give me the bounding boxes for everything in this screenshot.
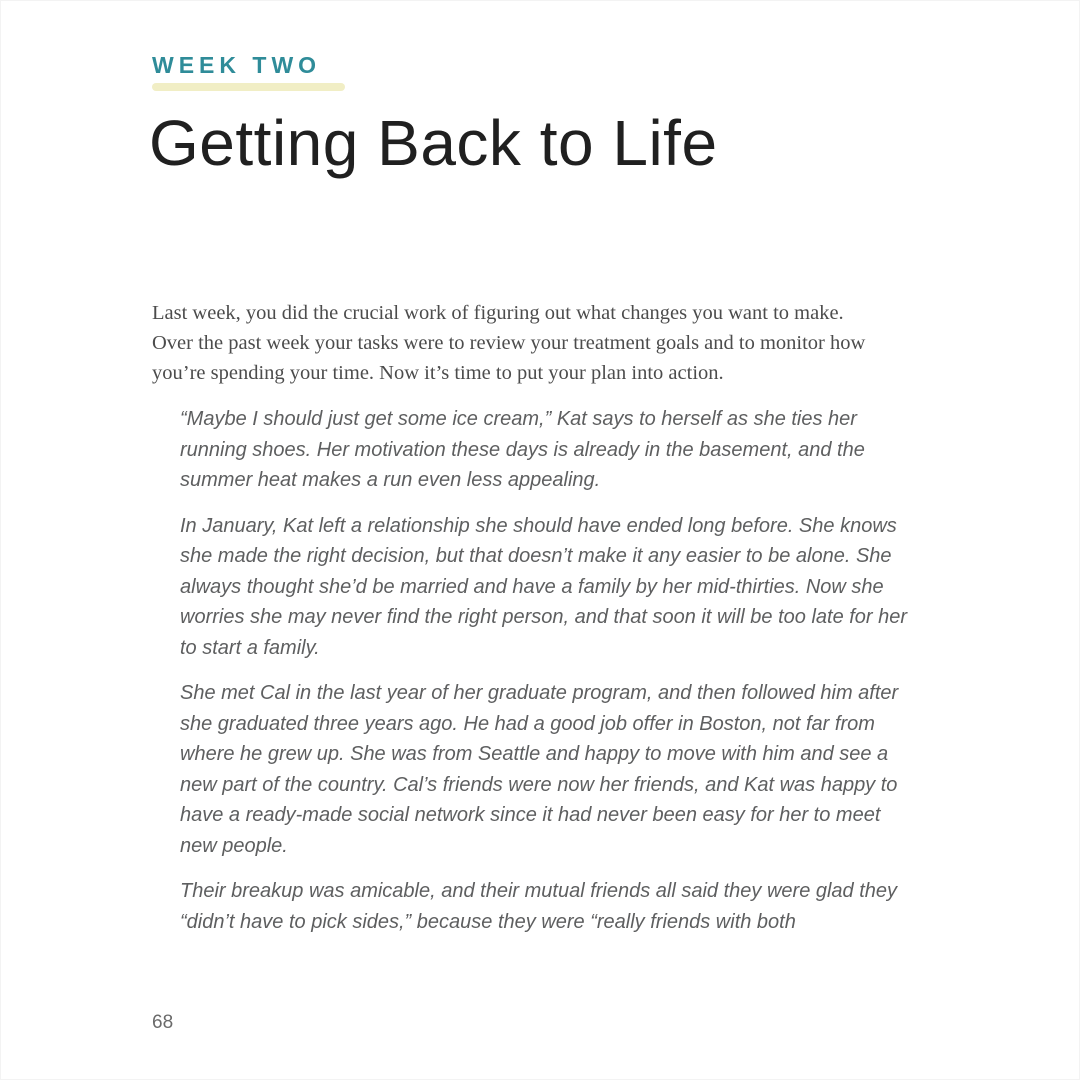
chapter-kicker-label: WEEK TWO (152, 52, 322, 78)
intro-paragraph: Last week, you did the crucial work of figuring out what changes you want to make. Over the past week your tasks were to review your treatment goals and to monitor how you’re spending your time. Now it’s time to put your plan into action. (152, 302, 866, 384)
body-text-column (152, 298, 922, 937)
story-paragraph: In January, Kat left a relationship she should have ended long before. She knows she made the right decision, but that doesn’t make it any easier to be alone. She always thought she’d be married and have a family by her mid-thirties. Now she worries she may never find the right person, and that soon it will be too late for her to start a family. (180, 514, 908, 659)
chapter-title: Getting Back to Life (149, 107, 718, 179)
page-number: 68 (152, 1012, 174, 1033)
chapter-kicker-block (152, 52, 345, 91)
story-paragraph: “Maybe I should just get some ice cream,” Kat says to herself as she ties her running shoes. Her motivation these days is already in the basement, and the summer heat makes a run even less appealing. (180, 408, 865, 491)
story-paragraph: Their breakup was amicable, and their mutual friends all said they were glad they “didn’t have to pick sides,” because they were “really friends with both (180, 880, 898, 933)
story-paragraph: She met Cal in the last year of her graduate program, and then followed him after she graduated three years ago. He had a good job offer in Boston, not far from where he grew up. She was from Seattle and happy to move with him and see a new part of the country. Cal’s friends were now her friends, and Kat was happy to have a ready-made social network since it had never been easy for her to meet new people. (180, 682, 899, 857)
kicker-highlight-rule (152, 83, 345, 91)
